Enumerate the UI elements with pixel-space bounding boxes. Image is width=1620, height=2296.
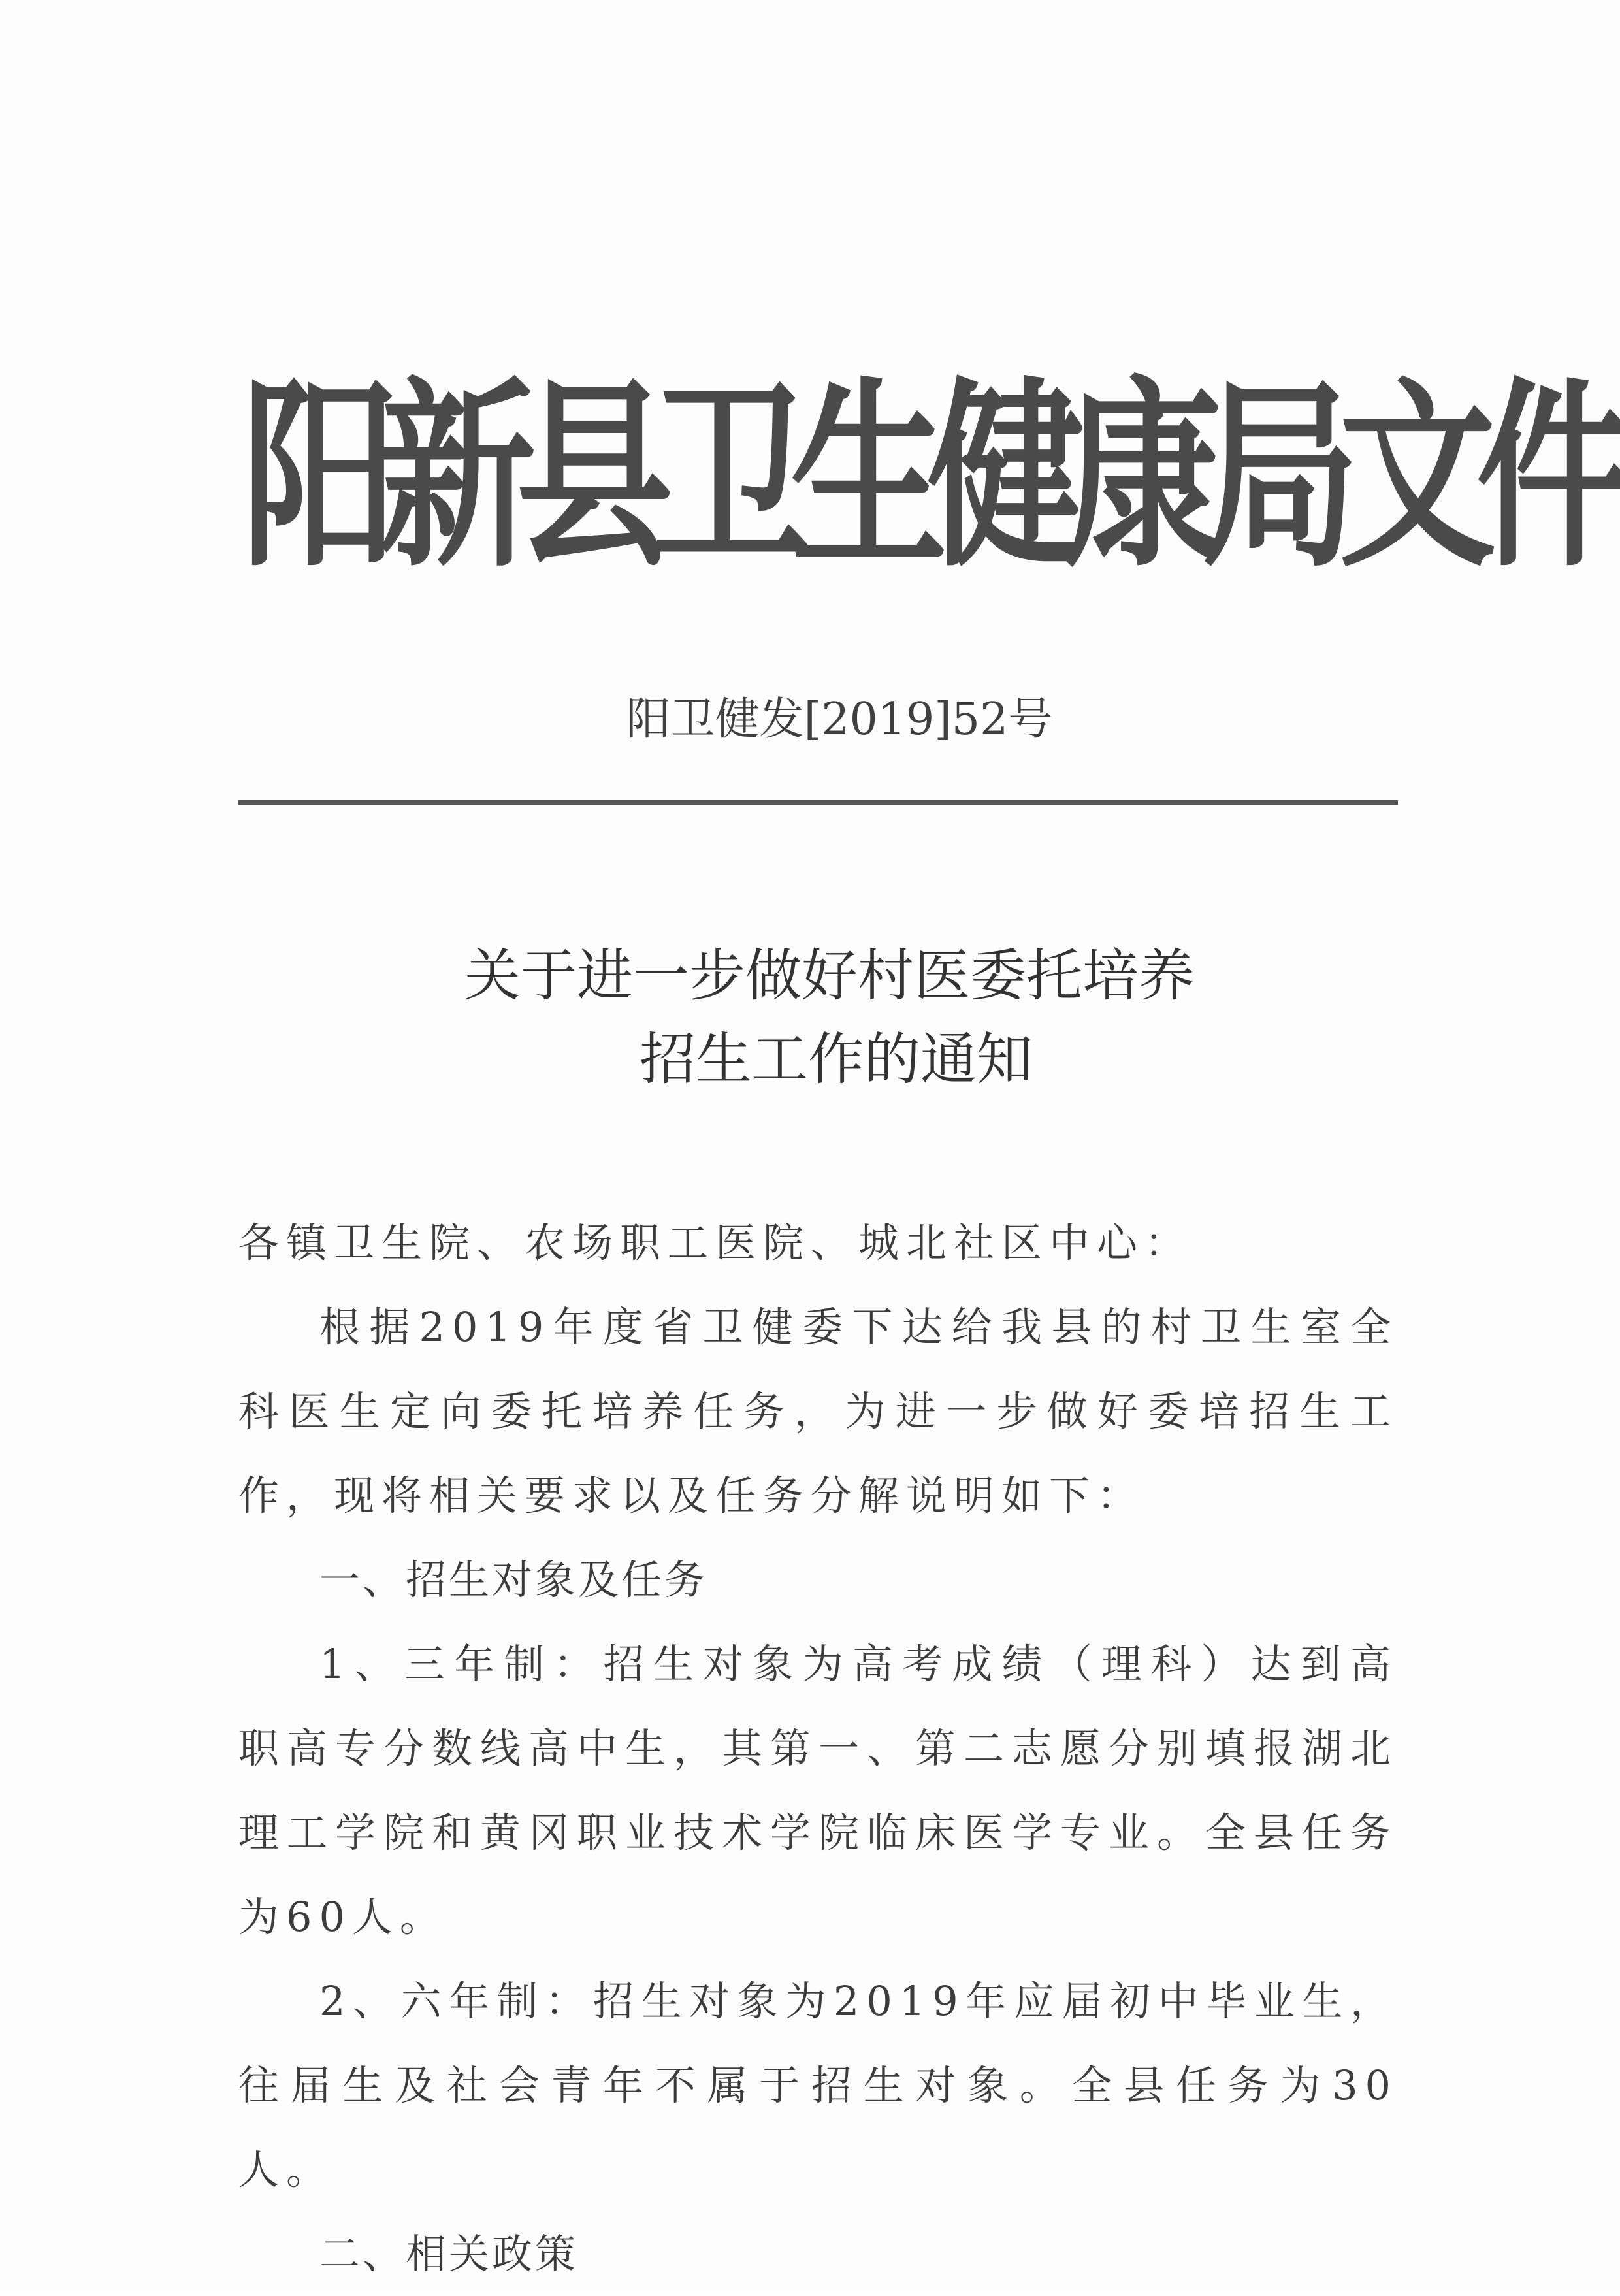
document-body: [238, 1201, 1398, 2296]
document-number: 阳卫健发[2019]52号: [626, 694, 1053, 745]
document-title: [0, 934, 1620, 1101]
intro-paragraph: 根据2019年度省卫健委下达给我县的村卫生室全科医生定向委托培养任务，为进一步做好委培招生工作，现将相关要求以及任务分解说明如下：: [238, 1303, 1398, 1519]
list-item-2: 2、六年制：招生对象为2019年应届初中毕业生，往届生及社会青年不属于招生对象。全县任务为30人。: [238, 1977, 1398, 2193]
title-line-1: 关于进一步做好村医委托培养: [464, 943, 1195, 1009]
issuing-authority-header: 阳新县卫生健康局文件: [242, 360, 1614, 594]
title-line-2: 招生工作的通知: [640, 1027, 1033, 1092]
addressee: 各镇卫生院、农场职工医院、城北社区中心：: [238, 1219, 1193, 1267]
list-item-1: 1、三年制：招生对象为高考成绩（理科）达到高职高专分数线高中生，其第一、第二志愿分别填报湖北理工学院和黄冈职业技术学院临床医学专业。全县任务为60人。: [238, 1640, 1398, 1941]
section-heading-1: 一、招生对象及任务: [319, 1556, 708, 1604]
header-divider-line: [238, 800, 1398, 805]
section-heading-2: 二、相关政策: [319, 2230, 579, 2278]
